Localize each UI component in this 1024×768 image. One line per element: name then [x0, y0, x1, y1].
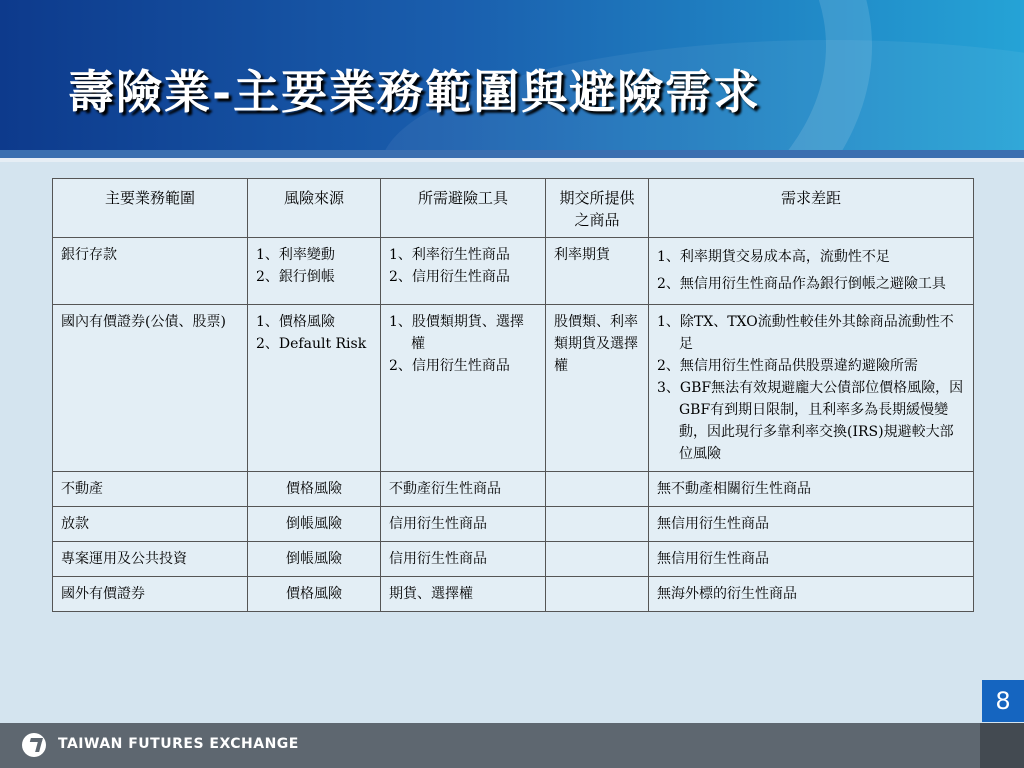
gap-cell — [649, 305, 974, 472]
risk-cell: 倒帳風險 — [248, 507, 381, 542]
table-row — [53, 507, 974, 542]
tool-item: 1、股價類期貨、選擇權 — [389, 314, 524, 352]
table-row — [53, 238, 974, 305]
gap-item: 2、無信用衍生性商品供股票違約避險所需 — [657, 358, 918, 374]
gap-item: 1、除TX、TXO流動性較佳外其餘商品流動性不足 — [657, 314, 954, 352]
tool-item: 2、信用衍生性商品 — [389, 269, 510, 285]
gap-item: 2、無信用衍生性商品作為銀行倒帳之避險工具 — [657, 276, 946, 292]
products-cell: 利率期貨 — [546, 238, 649, 305]
risk-cell: 倒帳風險 — [248, 542, 381, 577]
risk-item: 1、利率變動 — [256, 247, 335, 263]
products-cell — [546, 542, 649, 577]
page-number: 8 — [982, 680, 1024, 722]
tools-cell: 期貨、選擇權 — [381, 577, 546, 612]
tool-item: 2、信用衍生性商品 — [389, 358, 510, 374]
risk-cell: 價格風險 — [248, 472, 381, 507]
footer-bar-end — [980, 723, 1024, 768]
table-header-row — [53, 179, 974, 238]
products-cell — [546, 507, 649, 542]
risk-cell — [248, 238, 381, 305]
gap-cell: 無信用衍生性商品 — [649, 542, 974, 577]
gap-item: 3、GBF無法有效規避龐大公債部位價格風險，因GBF有到期日限制，且利率多為長期緩慢變動，因此現行多靠利率交換(IRS)規避較大部位風險 — [657, 380, 964, 462]
table-row — [53, 472, 974, 507]
tools-cell: 不動產衍生性商品 — [381, 472, 546, 507]
table-row — [53, 577, 974, 612]
tools-cell: 信用衍生性商品 — [381, 542, 546, 577]
gap-cell: 無信用衍生性商品 — [649, 507, 974, 542]
risk-item: 1、價格風險 — [256, 314, 335, 330]
gap-cell: 無不動產相關衍生性商品 — [649, 472, 974, 507]
gap-cell — [649, 238, 974, 305]
gap-item: 1、利率期貨交易成本高，流動性不足 — [657, 249, 890, 265]
products-cell: 股價類、利率類期貨及選擇權 — [546, 305, 649, 472]
risk-cell — [248, 305, 381, 472]
risk-cell: 價格風險 — [248, 577, 381, 612]
products-cell — [546, 472, 649, 507]
tools-cell — [381, 305, 546, 472]
risk-item: 2、Default Risk — [256, 336, 367, 352]
scope-cell: 專案運用及公共投資 — [53, 542, 248, 577]
footer-brand: TAIWAN FUTURES EXCHANGE — [58, 736, 299, 752]
scope-cell: 國外有價證券 — [53, 577, 248, 612]
header-stripe — [0, 150, 1024, 158]
header-stripe — [0, 158, 1024, 162]
header-cell: 所需避險工具 — [381, 179, 546, 238]
scope-cell: 銀行存款 — [53, 238, 248, 305]
table-row — [53, 305, 974, 472]
hedging-needs-table — [52, 178, 974, 612]
tools-cell: 信用衍生性商品 — [381, 507, 546, 542]
header-cell: 需求差距 — [649, 179, 974, 238]
risk-item: 2、銀行倒帳 — [256, 269, 335, 285]
header-cell: 主要業務範圍 — [53, 179, 248, 238]
header-cell: 風險來源 — [248, 179, 381, 238]
header-cell: 期交所提供之商品 — [546, 179, 649, 238]
table-row — [53, 542, 974, 577]
tools-cell — [381, 238, 546, 305]
tfe-logo-icon — [22, 733, 46, 757]
slide-title: 壽險業-主要業務範圍與避險需求 — [68, 65, 762, 119]
scope-cell: 國內有價證券(公債、股票) — [53, 305, 248, 472]
products-cell — [546, 577, 649, 612]
tool-item: 1、利率衍生性商品 — [389, 247, 510, 263]
gap-cell: 無海外標的衍生性商品 — [649, 577, 974, 612]
scope-cell: 不動產 — [53, 472, 248, 507]
scope-cell: 放款 — [53, 507, 248, 542]
